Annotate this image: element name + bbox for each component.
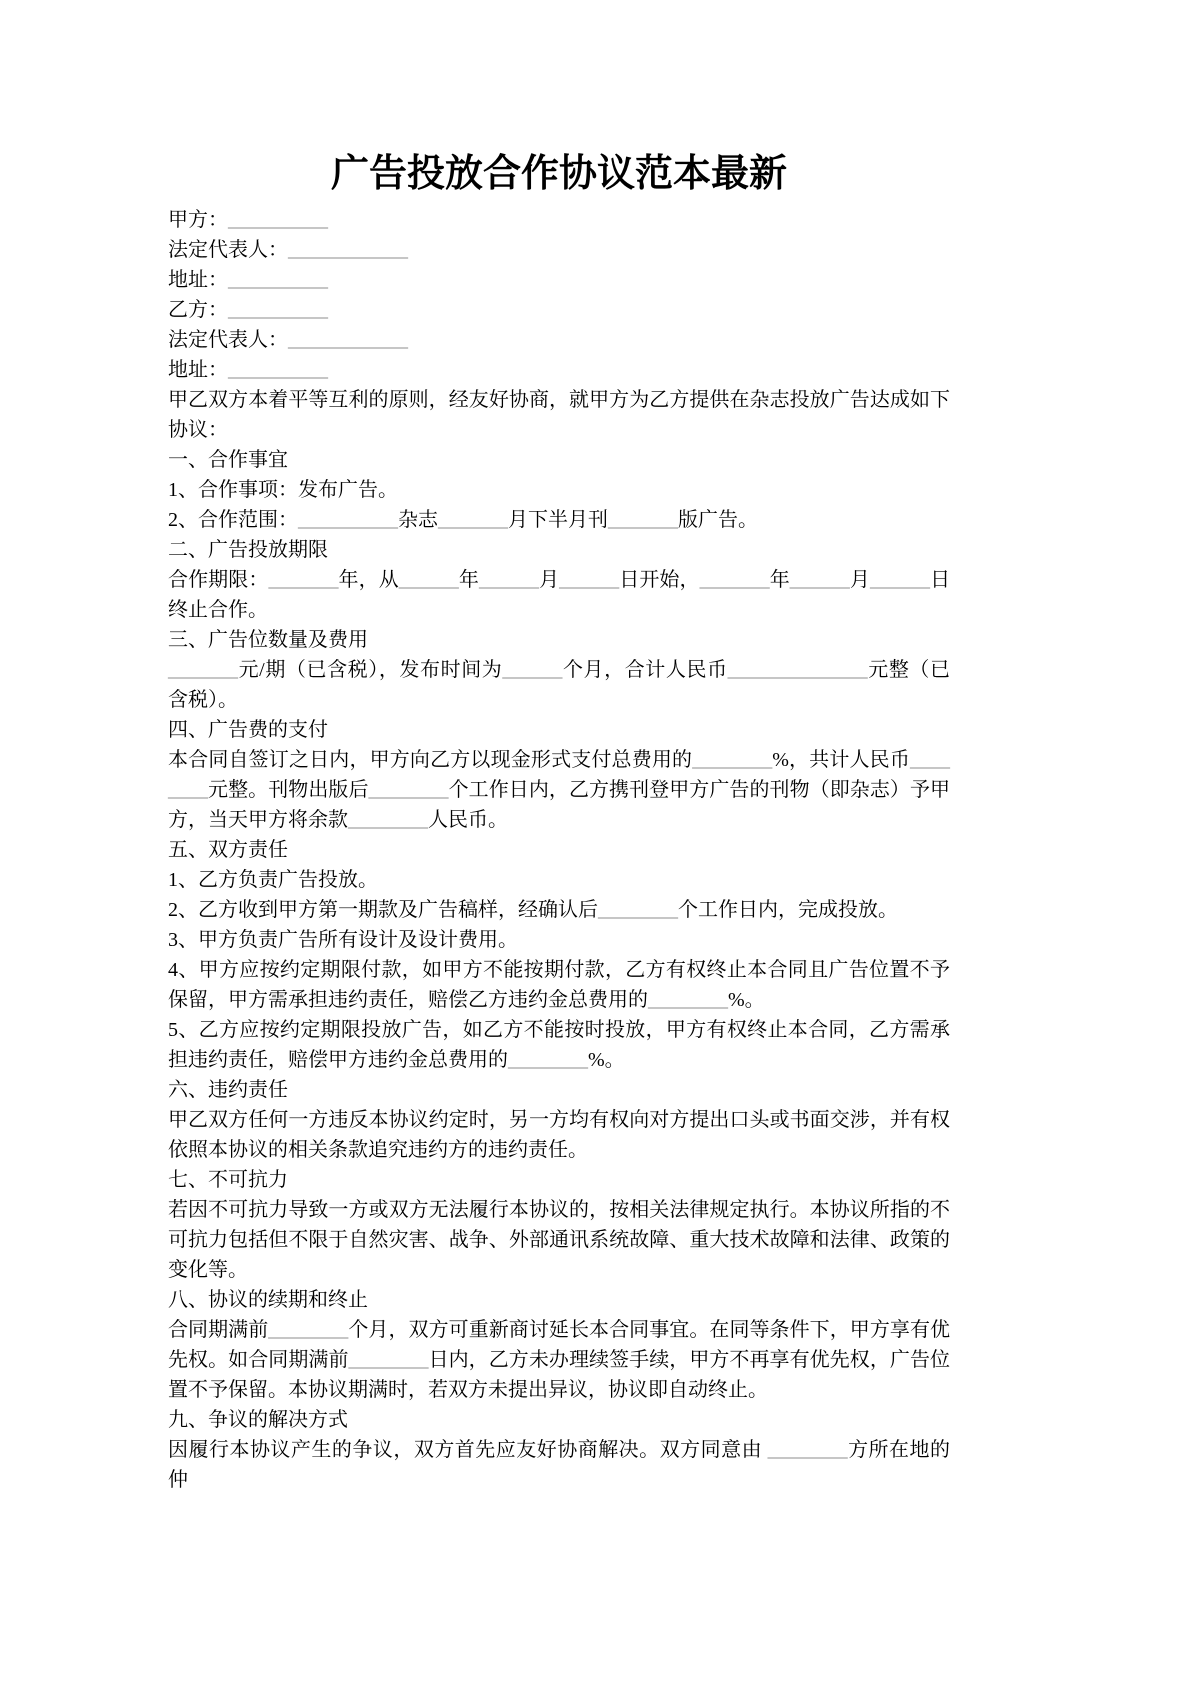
paragraph: 因履行本协议产生的争议，双方首先应友好协商解决。双方同意由 ________方所在地的仲 bbox=[168, 1439, 951, 1491]
blank-underline: _______ bbox=[608, 509, 678, 531]
paragraph: 3、甲方负责广告所有设计及设计费用。 bbox=[168, 929, 518, 951]
paragraph: 法定代表人：____________ bbox=[168, 329, 408, 351]
blank-underline: ________ bbox=[368, 779, 449, 801]
blank-underline: __________ bbox=[228, 359, 328, 381]
blank-underline: ______________ bbox=[727, 659, 868, 681]
paragraph: 甲乙双方本着平等互利的原则，经友好协商，就甲方为乙方提供在杂志投放广告达成如下协议： bbox=[168, 389, 950, 441]
blank-underline: ________ bbox=[648, 989, 728, 1011]
paragraph: 合同期满前________个月，双方可重新商讨延长本合同事宜。在同等条件下，甲方享有优先权。如合同期满前________日内，乙方未办理续签手续，甲方不再享有优先权，广告位置不予保留。本协议期满时，若双方未提出异议，协议即自动终止。 bbox=[168, 1319, 951, 1401]
paragraph: 甲乙双方任何一方违反本协议约定时，另一方均有权向对方提出口头或书面交涉，并有权依照本协议的相关条款追究违约方的违约责任。 bbox=[168, 1109, 950, 1161]
blank-underline: ______ bbox=[478, 569, 539, 591]
paragraph: 1、合作事项：发布广告。 bbox=[168, 479, 398, 501]
paragraph: 地址：__________ bbox=[168, 269, 328, 291]
paragraph: 八、协议的续期和终止 bbox=[168, 1289, 368, 1311]
paragraph: 七、不可抗力 bbox=[168, 1169, 288, 1191]
paragraph: 六、违约责任 bbox=[168, 1079, 288, 1101]
blank-underline: ________ bbox=[348, 1349, 429, 1371]
paragraph: 2、乙方收到甲方第一期款及广告稿样，经确认后________个工作日内，完成投放。 bbox=[168, 899, 898, 921]
paragraph: 地址：__________ bbox=[168, 359, 328, 381]
blank-underline: ________ bbox=[348, 809, 428, 831]
blank-underline: ______ bbox=[789, 569, 850, 591]
blank-underline: __________ bbox=[228, 299, 328, 321]
paragraph: 一、合作事宜 bbox=[168, 449, 288, 471]
blank-underline: ____________ bbox=[288, 239, 408, 261]
blank-underline: ________ bbox=[168, 749, 950, 801]
blank-underline: __________ bbox=[228, 269, 328, 291]
blank-underline: _______ bbox=[438, 509, 508, 531]
blank-underline: ______ bbox=[869, 569, 930, 591]
blank-underline: ________ bbox=[767, 1439, 848, 1461]
paragraph: _______元/期（已含税），发布时间为______个月，合计人民币______________元整（已含税）。 bbox=[168, 659, 951, 711]
blank-underline: ______ bbox=[559, 569, 620, 591]
paragraph: 法定代表人：____________ bbox=[168, 239, 408, 261]
paragraph: 三、广告位数量及费用 bbox=[168, 629, 368, 651]
blank-underline: ____________ bbox=[288, 329, 408, 351]
paragraph: 五、双方责任 bbox=[168, 839, 288, 861]
paragraph: 二、广告投放期限 bbox=[168, 539, 328, 561]
paragraph: 4、甲方应按约定期限付款，如甲方不能按期付款，乙方有权终止本合同且广告位置不予保留，甲方需承担违约责任，赔偿乙方违约金总费用的________%。 bbox=[168, 959, 950, 1011]
document-body bbox=[168, 205, 950, 1495]
paragraph: 2、合作范围：__________杂志_______月下半月刊_______版广告。 bbox=[168, 509, 758, 531]
blank-underline: __________ bbox=[298, 509, 398, 531]
blank-underline: ________ bbox=[692, 749, 773, 771]
document-page bbox=[168, 0, 950, 1495]
blank-underline: ______ bbox=[502, 659, 563, 681]
blank-underline: _______ bbox=[699, 569, 770, 591]
paragraph: 四、广告费的支付 bbox=[168, 719, 328, 741]
paragraph: 合作期限：_______年，从______年______月______日开始，_______年______月______日终止合作。 bbox=[168, 569, 951, 621]
paragraph: 1、乙方负责广告投放。 bbox=[168, 869, 378, 891]
paragraph: 若因不可抗力导致一方或双方无法履行本协议的，按相关法律规定执行。本协议所指的不可抗力包括但不限于自然灾害、战争、外部通讯系统故障、重大技术故障和法律、政策的变化等。 bbox=[168, 1199, 950, 1281]
paragraph: 九、争议的解决方式 bbox=[168, 1409, 348, 1431]
document-title: 广告投放合作协议范本最新 bbox=[330, 153, 787, 195]
blank-underline: ________ bbox=[268, 1319, 349, 1341]
blank-underline: ________ bbox=[598, 899, 678, 921]
blank-underline: _______ bbox=[168, 659, 238, 681]
paragraph: 本合同自签订之日内，甲方向乙方以现金形式支付总费用的________%，共计人民币________元整。刊物出版后________个工作日内，乙方携刊登甲方广告的刊物（即杂志）予甲方，当天甲方将余款________人民币。 bbox=[168, 749, 951, 831]
blank-underline: __________ bbox=[228, 209, 328, 231]
paragraph: 甲方：__________ bbox=[168, 209, 328, 231]
paragraph: 乙方：__________ bbox=[168, 299, 328, 321]
blank-underline: ________ bbox=[508, 1049, 588, 1071]
blank-underline: ______ bbox=[398, 569, 459, 591]
blank-underline: _______ bbox=[268, 569, 339, 591]
paragraph: 5、乙方应按约定期限投放广告，如乙方不能按时投放，甲方有权终止本合同，乙方需承担违约责任，赔偿甲方违约金总费用的________%。 bbox=[168, 1019, 950, 1071]
